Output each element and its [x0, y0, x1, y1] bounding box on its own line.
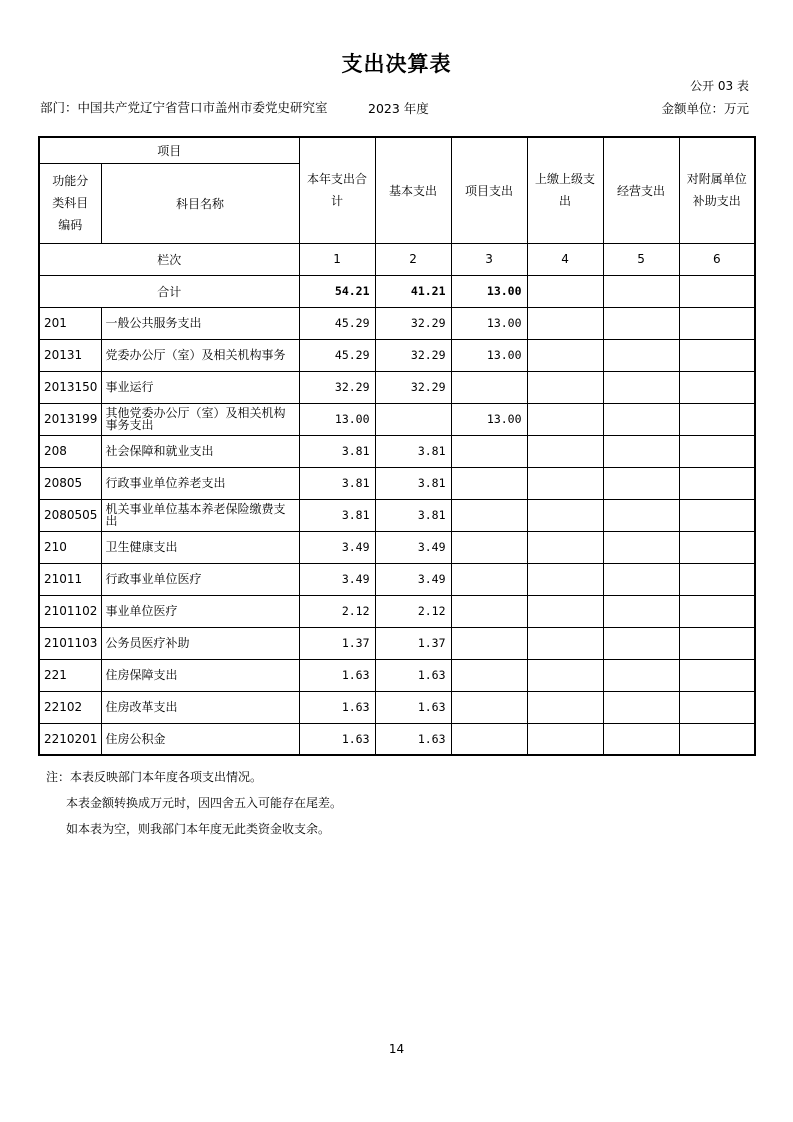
department-label: 部门：中国共产党辽宁省营口市盖州市委党史研究室: [40, 100, 328, 115]
col-num: 5: [603, 243, 679, 275]
row-name: 卫生健康支出: [101, 531, 299, 563]
row-basic: 32.29: [375, 339, 451, 371]
row-total: 3.81: [299, 467, 375, 499]
sum-basic: 41.21: [375, 275, 451, 307]
row-project: [451, 595, 527, 627]
row-code: 210: [39, 531, 101, 563]
row-total: 3.49: [299, 563, 375, 595]
col-num: 1: [299, 243, 375, 275]
col-num: 2: [375, 243, 451, 275]
sum-total: 54.21: [299, 275, 375, 307]
row-total: 45.29: [299, 307, 375, 339]
sum-upper: [527, 275, 603, 307]
row-project: [451, 691, 527, 723]
row-total: 3.81: [299, 435, 375, 467]
row-basic: 1.63: [375, 723, 451, 755]
sum-project: 13.00: [451, 275, 527, 307]
page-number: 14: [388, 1042, 405, 1056]
header-project: 项目支出: [451, 137, 527, 243]
row-basic: 3.49: [375, 563, 451, 595]
note-line: 如本表为空，则我部门本年度无此类资金收支余。: [66, 822, 331, 836]
table-row: [39, 595, 755, 627]
row-name: 公务员医疗补助: [101, 627, 299, 659]
note-line: 本表金额转换成万元时，因四舍五入可能存在尾差。: [66, 796, 343, 810]
header-basic: 基本支出: [375, 137, 451, 243]
header-upper: 上缴上级支 出: [527, 137, 603, 243]
row-name: 事业运行: [101, 371, 299, 403]
sum-subsidy: [679, 275, 755, 307]
row-basic: 1.63: [375, 659, 451, 691]
fiscal-year: 2023 年度: [368, 101, 429, 116]
row-name: 行政事业单位医疗: [101, 563, 299, 595]
row-project: [451, 499, 527, 531]
row-name: 党委办公厅（室）及相关机构事务: [101, 339, 299, 371]
row-total: 45.29: [299, 339, 375, 371]
row-basic: 32.29: [375, 307, 451, 339]
row-name: 一般公共服务支出: [101, 307, 299, 339]
row-code: 2013150: [39, 371, 101, 403]
table-row: [39, 499, 755, 531]
form-number: 公开 03 表: [690, 79, 749, 93]
row-name: 行政事业单位养老支出: [101, 467, 299, 499]
row-code: 22102: [39, 691, 101, 723]
row-total: 1.63: [299, 691, 375, 723]
row-total: 13.00: [299, 403, 375, 435]
row-project: [451, 723, 527, 755]
row-basic: [375, 403, 451, 435]
col-num: 3: [451, 243, 527, 275]
note-line: 注：本表反映部门本年度各项支出情况。: [46, 770, 263, 784]
row-project: [451, 563, 527, 595]
sum-label: 合计: [39, 275, 299, 307]
row-total: 1.63: [299, 659, 375, 691]
row-code: 221: [39, 659, 101, 691]
sum-business: [603, 275, 679, 307]
row-name: 住房保障支出: [101, 659, 299, 691]
row-project: 13.00: [451, 307, 527, 339]
row-name: 其他党委办公厅（室）及相关机构事务支出: [101, 403, 299, 435]
header-subject-name: 科目名称: [101, 163, 299, 243]
table-row: [39, 307, 755, 339]
row-basic: 3.81: [375, 435, 451, 467]
row-basic: 3.49: [375, 531, 451, 563]
expenditure-table: [38, 136, 756, 756]
row-project: 13.00: [451, 339, 527, 371]
table-row: [39, 371, 755, 403]
row-project: [451, 531, 527, 563]
row-basic: 3.81: [375, 499, 451, 531]
table-row: [39, 531, 755, 563]
row-code: 20805: [39, 467, 101, 499]
row-project: [451, 435, 527, 467]
row-code: 208: [39, 435, 101, 467]
row-code: 2101102: [39, 595, 101, 627]
row-basic: 2.12: [375, 595, 451, 627]
header-business: 经营支出: [603, 137, 679, 243]
row-code: 2080505: [39, 499, 101, 531]
header-total: 本年支出合 计: [299, 137, 375, 243]
amount-unit: 金额单位：万元: [661, 101, 749, 116]
row-project: 13.00: [451, 403, 527, 435]
row-project: [451, 467, 527, 499]
row-project: [451, 627, 527, 659]
page-title: 支出决算表: [341, 52, 452, 76]
table-row: [39, 691, 755, 723]
table-row: [39, 627, 755, 659]
header-subsidy: 对附属单位 补助支出: [679, 137, 755, 243]
col-num: 6: [679, 243, 755, 275]
col-num: 4: [527, 243, 603, 275]
row-total: 3.81: [299, 499, 375, 531]
table-row: [39, 339, 755, 371]
notes: [46, 764, 342, 842]
row-name: 住房公积金: [101, 723, 299, 755]
header-item: 项目: [39, 137, 299, 163]
row-project: [451, 371, 527, 403]
row-name: 事业单位医疗: [101, 595, 299, 627]
row-name: 机关事业单位基本养老保险缴费支出: [101, 499, 299, 531]
table-row: [39, 723, 755, 755]
table-row: [39, 659, 755, 691]
row-code: 201: [39, 307, 101, 339]
row-basic: 1.37: [375, 627, 451, 659]
row-total: 1.37: [299, 627, 375, 659]
table-row: [39, 563, 755, 595]
row-code: 2210201: [39, 723, 101, 755]
row-code: 2013199: [39, 403, 101, 435]
row-code: 2101103: [39, 627, 101, 659]
row-code: 21011: [39, 563, 101, 595]
row-basic: 1.63: [375, 691, 451, 723]
row-name: 社会保障和就业支出: [101, 435, 299, 467]
row-total: 1.63: [299, 723, 375, 755]
row-total: 32.29: [299, 371, 375, 403]
col-label: 栏次: [39, 243, 299, 275]
header-func-code: 功能分 类科目 编码: [39, 163, 101, 243]
table-row: [39, 467, 755, 499]
row-basic: 32.29: [375, 371, 451, 403]
row-total: 2.12: [299, 595, 375, 627]
row-basic: 3.81: [375, 467, 451, 499]
row-name: 住房改革支出: [101, 691, 299, 723]
row-project: [451, 659, 527, 691]
row-total: 3.49: [299, 531, 375, 563]
table-row: [39, 435, 755, 467]
table-row: [39, 403, 755, 435]
row-code: 20131: [39, 339, 101, 371]
